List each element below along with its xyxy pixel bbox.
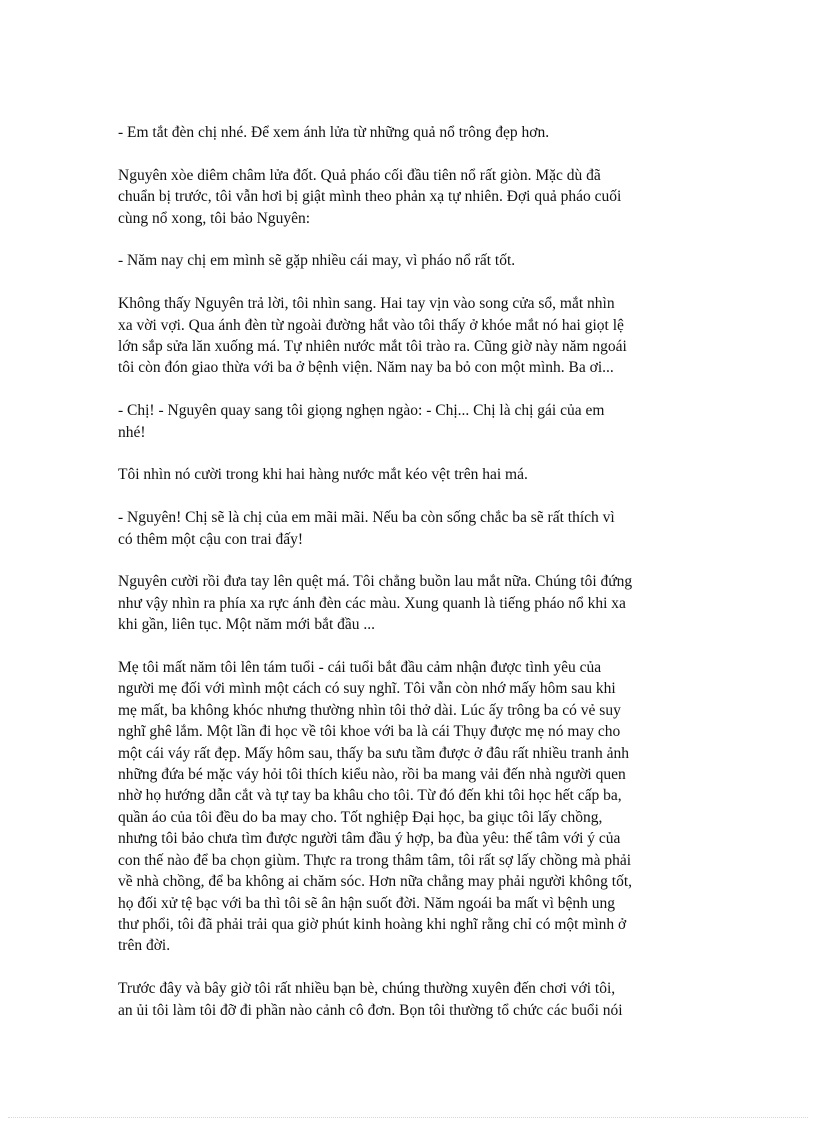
text-line: như vậy nhìn ra phía xa rực ánh đèn các màu. Xung quanh là tiếng pháo nổ khi xa: [118, 594, 626, 612]
text-line: mẹ mất, ba không khóc nhưng thường nhìn tôi thở dài. Lúc ấy trông ba có vẻ suy: [118, 701, 621, 719]
text-line: Không thấy Nguyên trả lời, tôi nhìn sang. Hai tay vịn vào song cửa sổ, mắt nhìn: [118, 295, 615, 313]
text-line: Mẹ tôi mất năm tôi lên tám tuổi - cái tuổi bắt đầu cảm nhận được tình yêu của: [118, 659, 602, 677]
text-line: tôi còn đón giao thừa với ba ở bệnh viện. Năm nay ba bỏ con một mình. Ba ơi...: [118, 359, 614, 377]
paragraph: [118, 657, 700, 957]
text-line: có thêm một cậu con trai đấy!: [118, 530, 304, 548]
text-line: Trước đây và bây giờ tôi rất nhiều bạn bè, chúng thường xuyên đến chơi với tôi,: [118, 980, 616, 998]
text-line: lớn sắp sửa lăn xuống má. Tự nhiên nước mắt tôi trào ra. Cũng giờ này năm ngoái: [118, 338, 627, 356]
text-line: an ủi tôi làm tôi đỡ đi phần nào cảnh cô đơn. Bọn tôi thường tổ chức các buổi nói: [118, 1001, 623, 1019]
text-line: người mẹ đối với mình một cách có suy nghĩ. Tôi vẫn còn nhớ mấy hôm sau khi: [118, 680, 616, 698]
page-bottom-rule: [8, 1117, 808, 1118]
text-line: con thế nào để ba chọn giùm. Thực ra trong thâm tâm, tôi rất sợ lấy chồng mà phải: [118, 851, 632, 869]
text-line: - Em tắt đèn chị nhé. Để xem ánh lửa từ những quả nổ trông đẹp hơn.: [118, 124, 550, 141]
text-line: - Chị! - Nguyên quay sang tôi giọng nghẹn ngào: - Chị... Chị là chị gái của em: [118, 402, 605, 420]
paragraph: [118, 122, 700, 143]
text-line: họ đối xử tệ bạc với ba thì tôi sẽ ân hận suốt đời. Năm ngoái ba mất vì bệnh ung: [118, 894, 616, 912]
text-line: thư phổi, tôi đã phải trải qua giờ phút kinh hoàng khi nghĩ rằng chỉ có một mình ở: [118, 915, 627, 933]
text-line: nhé!: [118, 423, 146, 441]
text-line: nhưng tôi bảo chưa tìm được người tâm đầu ý hợp, ba đùa yêu: thế tâm với ý của: [118, 830, 621, 848]
paragraph: [118, 165, 700, 229]
text-line: nghĩ ghê lắm. Một lần đi học về tôi khoe với ba là cái Thụy được mẹ nó may cho: [118, 723, 621, 741]
document-body: [118, 122, 700, 1021]
paragraph: [118, 978, 700, 1021]
paragraph: [118, 400, 700, 443]
paragraph: [118, 507, 700, 550]
text-line: về nhà chồng, để ba không ai chăm sóc. Hơn nữa chẳng may phải người không tốt,: [118, 873, 633, 891]
text-line: xa vời vợi. Qua ánh đèn từ ngoài đường hắt vào tôi thấy ở khóe mắt nó hai giọt lệ: [118, 316, 624, 334]
text-line: khi gần, liên tục. Một năm mới bắt đầu ...: [118, 616, 376, 634]
text-line: - Nguyên! Chị sẽ là chị của em mãi mãi. Nếu ba còn sống chắc ba sẽ rất thích vì: [118, 509, 615, 527]
paragraph: [118, 293, 700, 379]
text-line: - Năm nay chị em mình sẽ gặp nhiều cái may, vì pháo nổ rất tốt.: [118, 252, 516, 270]
text-line: nhờ họ hướng dẫn cắt và tự tay ba khâu cho tôi. Từ đó đến khi tôi học hết cấp ba,: [118, 787, 622, 805]
text-line: những đứa bé mặc váy hỏi tôi thích kiểu nào, rồi ba mang vải đến nhà người quen: [118, 766, 626, 784]
text-line: quần áo của tôi đều do ba may cho. Tốt nghiệp Đại học, ba giục tôi lấy chồng,: [118, 808, 603, 826]
paragraph: [118, 571, 700, 635]
text-line: trên đời.: [118, 937, 171, 955]
paragraph: [118, 250, 700, 271]
text-line: cùng nổ xong, tôi bảo Nguyên:: [118, 209, 311, 227]
text-line: Tôi nhìn nó cười trong khi hai hàng nước mắt kéo vệt trên hai má.: [118, 466, 528, 484]
text-line: chuẩn bị trước, tôi vẫn hơi bị giật mình theo phản xạ tự nhiên. Đợi quả pháo cuối: [118, 188, 622, 206]
text-line: một cái váy rất đẹp. Mấy hôm sau, thấy ba sưu tầm được ở đâu rất nhiều tranh ảnh: [118, 744, 629, 762]
paragraph: [118, 464, 700, 485]
text-line: Nguyên cười rồi đưa tay lên quệt má. Tôi chẳng buồn lau mắt nữa. Chúng tôi đứng: [118, 573, 633, 591]
text-line: Nguyên xòe diêm châm lửa đốt. Quả pháo cối đầu tiên nổ rất giòn. Mặc dù đã: [118, 166, 601, 184]
